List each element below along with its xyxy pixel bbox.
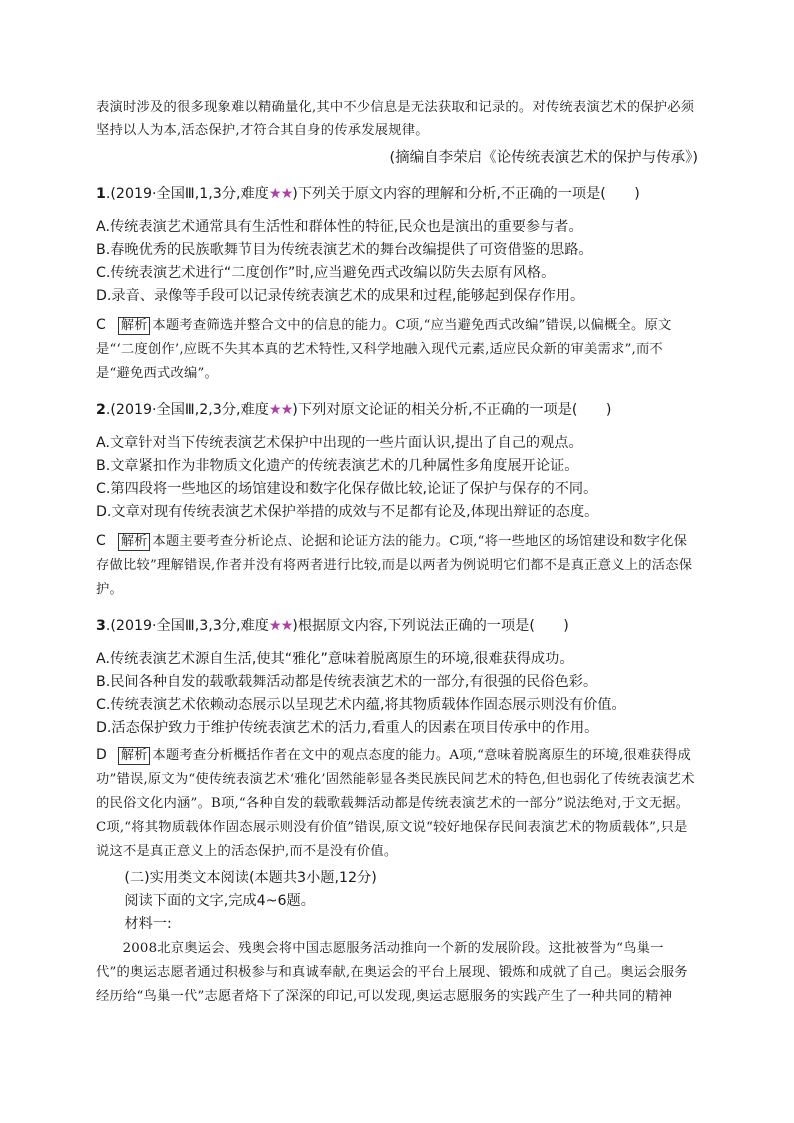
material-label: 材料一: xyxy=(124,916,172,932)
question-number: 2 xyxy=(96,402,106,418)
option-b: B.春晚优秀的民族歌舞节目为传统表演艺术的舞台改编提供了可资借鉴的思路。 xyxy=(96,242,593,258)
passage-source: (摘编自李荣启《论传统表演艺术的保护与传承》) xyxy=(389,150,698,166)
section-heading: (二)实用类文本阅读(本题共3小题,12分) xyxy=(124,870,377,886)
question-number: 1 xyxy=(96,186,106,202)
question-number: 3 xyxy=(96,618,106,634)
question-meta: .(2019·全国Ⅲ,3,3分,难度 xyxy=(105,618,269,634)
option-a: A.传统表演艺术通常具有生活性和群体性的特征,民众也是演出的重要参与者。 xyxy=(96,219,583,235)
question-text: )根据原文内容,下列说法正确的一项是( ) xyxy=(292,618,569,634)
option-c: C.传统表演艺术进行“二度创作”时,应当避免西式改编以防失去原有风格。 xyxy=(96,265,556,281)
option-c: C.第四段将一些地区的场馆建设和数字化保存做比较,论证了保护与保存的不同。 xyxy=(96,481,598,497)
question-3-answer xyxy=(96,743,696,864)
question-2-stem xyxy=(96,399,696,421)
difficulty-stars: ★★ xyxy=(268,402,293,418)
analysis-text: 本题考查分析概括作者在文中的观点态度的能力。A项,“意味着脱离原生的环境,很难获得成功”错误,原文为“使传统表演艺术‘雅化’固然能彰显各类民族民间艺术的特色,但也弱化了传统表演艺术的民俗文化内涵”。B项,“各种自发的载歌载舞活动都是传统表演艺术的一部分”说法绝对,于文无据。C项,“将其物质载体作固态展示则没有价值”错误,原文说“较好地保存民间表演艺术的物质载体”,只是说这不是真正意义上的活态保护,而不是没有价值。 xyxy=(96,748,695,859)
question-meta: .(2019·全国Ⅲ,2,3分,难度 xyxy=(105,402,269,418)
section-instruction: 阅读下面的文字,完成4~6题。 xyxy=(124,893,315,909)
question-2-answer xyxy=(96,529,696,602)
option-a: A.传统表演艺术源自生活,使其“雅化”意味着脱离原生的环境,很难获得成功。 xyxy=(96,651,574,667)
option-a: A.文章针对当下传统表演艺术保护中出现的一些片面认识,提出了自己的观点。 xyxy=(96,435,583,451)
analysis-tag: 解析 xyxy=(118,533,150,551)
question-2-options xyxy=(96,432,696,524)
question-text: )下列对原文论证的相关分析,不正确的一项是( ) xyxy=(292,402,612,418)
answer-letter: D xyxy=(96,747,107,763)
option-b: B.文章紧扣作为非物质文化遗产的传统表演艺术的几种属性多角度展开论证。 xyxy=(96,458,579,474)
analysis-text: 本题考查筛选并整合文中的信息的能力。C项,“应当避免西式改编”错误,以偏概全。原文是“‘二度创作’,应既不失其本真的艺术特性,又科学地融入现代元素,适应民众新的审美需求”,而不是“避免西式改编”。 xyxy=(96,318,672,381)
option-c: C.传统表演艺术依赖动态展示以呈现艺术内蕴,将其物质载体作固态展示则没有价值。 xyxy=(96,697,626,713)
question-text: )下列关于原文内容的理解和分析,不正确的一项是( ) xyxy=(292,186,640,202)
question-3-stem xyxy=(96,615,696,637)
passage-continuation: 表演时涉及的很多现象难以精确量化,其中不少信息是无法获取和记录的。对传统表演艺术的保护必须坚持以人为本,活态保护,才符合其自身的传承发展规律。 xyxy=(96,100,695,138)
analysis-text: 本题主要考查分析论点、论据和论证方法的能力。C项,“将一些地区的场馆建设和数字化保存做比较”理解错误,作者并没有将两者进行比较,而是以两者为例说明它们都不是真正意义上的活态保护。 xyxy=(96,534,693,597)
answer-letter: C xyxy=(96,533,106,549)
answer-letter: C xyxy=(96,317,106,333)
question-1-answer xyxy=(96,313,696,386)
question-3-options xyxy=(96,648,696,740)
question-1-options xyxy=(96,216,696,308)
option-d: D.活态保护致力于维护传统表演艺术的活力,看重人的因素在项目传承中的作用。 xyxy=(96,720,599,736)
difficulty-stars: ★★ xyxy=(268,618,293,634)
option-d: D.录音、录像等手段可以记录传统表演艺术的成果和过程,能够起到保存作用。 xyxy=(96,288,585,304)
option-b: B.民间各种自发的载歌载舞活动都是传统表演艺术的一部分,有很强的民俗色彩。 xyxy=(96,674,598,690)
analysis-tag: 解析 xyxy=(118,747,150,765)
analysis-tag: 解析 xyxy=(118,317,150,335)
question-meta: .(2019·全国Ⅲ,1,3分,难度 xyxy=(105,186,269,202)
option-d: D.文章对现有传统表演艺术保护举措的成效与不足都有论及,体现出辩证的态度。 xyxy=(96,504,599,520)
difficulty-stars: ★★ xyxy=(268,186,293,202)
question-1-stem xyxy=(96,183,696,205)
material-passage: 2008北京奥运会、残奥会将中国志愿服务活动推向一个新的发展阶段。这批被誉为“鸟巢一代”的奥运志愿者通过积极参与和真诚奉献,在奥运会的平台上展现、锻炼和成就了自己。奥运会服务经历给“鸟巢一代”志愿者烙下了深深的印记,可以发现,奥运志愿服务的实践产生了一种共同的精神 xyxy=(96,941,688,1004)
